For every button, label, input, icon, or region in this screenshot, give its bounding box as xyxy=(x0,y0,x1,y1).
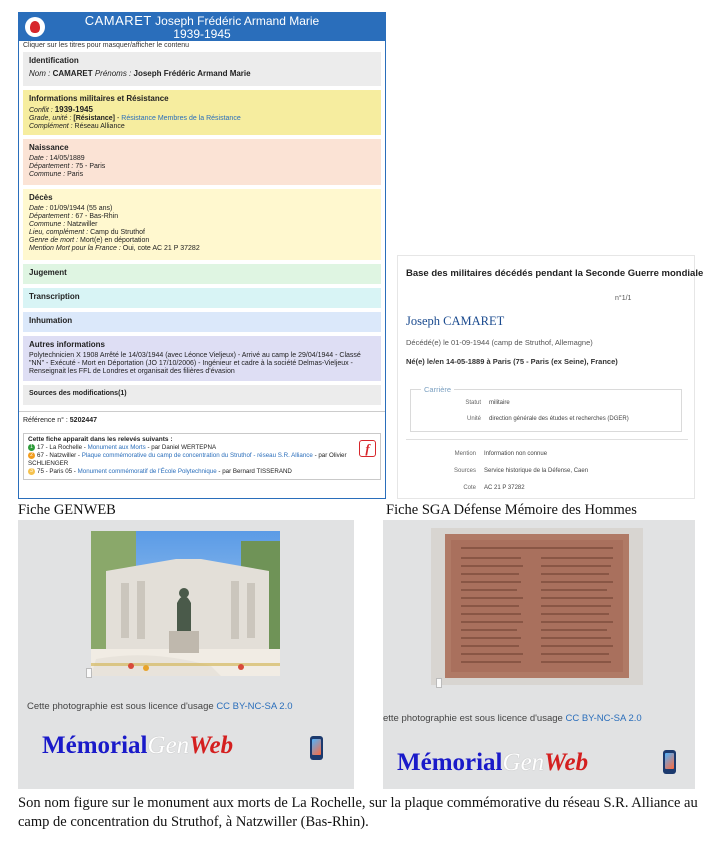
conflit-line: Conflit : 1939-1945 xyxy=(29,105,93,114)
genweb-logo-icon xyxy=(25,17,45,37)
memorialgenweb-logo[interactable]: MémorialGenWeb xyxy=(42,732,234,759)
deces-genre: Genre de mort : Mort(e) en déportation xyxy=(29,237,150,244)
genweb-title-years: 1939-1945 xyxy=(173,27,231,41)
sga-naissance: Né(e) le/en 14-05-1889 à Paris (75 - Paris (ex Seine), France) xyxy=(406,357,618,366)
deces-dept: Département : 67 - Bas-Rhin xyxy=(29,213,119,220)
deces-commune: Commune : Natzwiller xyxy=(29,221,98,228)
section-jugement[interactable]: Jugement xyxy=(23,264,381,284)
identification-line: Nom : CAMARET Prénoms : Joseph Frédéric Armand Marie xyxy=(29,69,251,78)
section-deces xyxy=(23,189,381,260)
sga-carriere-label: Carrière xyxy=(421,385,454,394)
genweb-hint: Cliquer sur les titres pour masquer/afficher le contenu xyxy=(23,42,190,49)
deces-date: Date : 01/09/1944 (55 ans) xyxy=(29,205,113,212)
photo-card-monument xyxy=(18,520,354,789)
section-naissance-title[interactable]: Naissance xyxy=(29,143,69,152)
section-identification xyxy=(23,52,381,86)
naissance-date: Date : 14/05/1889 xyxy=(29,155,85,162)
phone-icon xyxy=(663,750,676,774)
section-deces-title[interactable]: Décès xyxy=(29,193,53,202)
memorialgenweb-logo[interactable]: MémorialGenWeb xyxy=(397,749,589,776)
sga-record-number: n°1/1 xyxy=(615,295,632,302)
licence-link[interactable]: CC BY-NC-SA 2.0 xyxy=(565,713,642,724)
deces-lieu: Lieu, complément : Camp du Struthof xyxy=(29,229,145,236)
section-naissance xyxy=(23,139,381,185)
sga-separator xyxy=(406,439,688,440)
photo-marker-icon xyxy=(436,678,442,688)
licence-line: ette photographie est sous licence d'usage CC BY-NC-SA 2.0 xyxy=(383,713,642,724)
sga-name: Joseph CAMARET xyxy=(406,314,505,328)
badge-icon: 3 xyxy=(28,468,35,475)
badge-icon: 2 xyxy=(28,452,35,459)
section-militaire xyxy=(23,90,381,135)
section-autres-informations xyxy=(23,336,381,381)
genweb-f-logo-icon[interactable]: f xyxy=(359,440,376,457)
sga-carriere-box: Carrière Statut militaire Unité direction générale des études et recherches (DGER) xyxy=(410,389,682,432)
licence-line: Cette photographie est sous licence d'usage CC BY-NC-SA 2.0 xyxy=(27,701,293,712)
releve-item: 3 75 - Paris 05 - Monument commémoratif de l'École Polytechnique - par Bernard TISSERAND xyxy=(28,468,376,476)
caption-sga: Fiche SGA Défense Mémoire des Hommes xyxy=(386,502,637,518)
section-transcription[interactable]: Transcription xyxy=(23,288,381,308)
reference-line: Référence n° : 5202447 xyxy=(19,411,385,429)
section-autres-title[interactable]: Autres informations xyxy=(29,340,106,349)
naissance-dept: Département : 75 - Paris xyxy=(29,163,106,170)
releve-link[interactable]: Plaque commémorative du camp de concentration du Struthof - réseau S.R. Alliance xyxy=(81,452,313,460)
grade-link[interactable]: Résistance Membres de la Résistance xyxy=(121,115,241,122)
grade-line: Grade, unité : [Résistance] - Résistance Membres de la Résistance xyxy=(29,115,241,122)
sga-card: Base des militaires décédés pendant la Seconde Guerre mondiale n°1/1 Joseph CAMARET Décédé(e) le 01-09-1944 (camp de Struthof, Allemagne) Né(e) le/en 14-05-1889 à Paris (75 - Paris (ex Seine), France) Carrière Statut militaire Unité direction générale des études et recherches (DGER) Mention Information non connue Sources Service historique de la Défense, Caen Cote AC 21 P 37282 xyxy=(397,255,695,499)
genweb-card xyxy=(18,12,386,499)
releve-link[interactable]: Monument commémoratif de l'École Polytechnique xyxy=(77,468,217,476)
licence-link[interactable]: CC BY-NC-SA 2.0 xyxy=(216,701,293,712)
releve-item: 1 17 - La Rochelle - Monument aux Morts - par Daniel WERTEPNA xyxy=(28,444,376,452)
section-sources[interactable]: Sources des modifications(1) xyxy=(23,385,381,405)
monument-photo[interactable] xyxy=(91,531,280,676)
caption-genweb: Fiche GENWEB xyxy=(18,502,116,518)
sga-title: Base des militaires décédés pendant la Seconde Guerre mondiale xyxy=(406,268,704,279)
complement-line: Complément : Réseau Alliance xyxy=(29,123,125,130)
photo-card-plaque xyxy=(383,520,695,789)
photo-marker-icon xyxy=(86,668,92,678)
autres-text: Polytechnicien X 1908 Arrêté le 14/03/1944 (avec Léonce Vieljeux) - Arrivé au camp le 29/04/1944 - Classé "NN" - Exécuté - Mort en Déportation (JO 17/10/2006) - Ingénieur et cadre à la société Delmas-Vieljeux - Renseignait les FFL de Londres et organisait des filières d'évasion xyxy=(29,352,361,375)
genweb-header xyxy=(19,13,385,41)
deces-mention: Mention Mort pour la France : Oui, cote AC 21 P 37282 xyxy=(29,245,200,252)
footer-paragraph: Son nom figure sur le monument aux morts de La Rochelle, sur la plaque commémorative du réseau S.R. Alliance au camp de concentration du Struthof, à Natzwiller (Bas-Rhin). xyxy=(18,795,698,830)
naissance-commune: Commune : Paris xyxy=(29,171,84,178)
genweb-title: CAMARET Joseph Frédéric Armand Marie xyxy=(84,13,320,28)
phone-icon xyxy=(310,736,323,760)
releve-item: 2 67 - Natzwiller - Plaque commémorative du camp de concentration du Struthof - réseau S.R. Alliance - par Olivier SCHLIENGER xyxy=(28,452,347,468)
releve-link[interactable]: Monument aux Morts xyxy=(87,444,146,452)
sga-deces: Décédé(e) le 01-09-1944 (camp de Struthof, Allemagne) xyxy=(406,338,593,347)
section-identification-title[interactable]: Identification xyxy=(29,56,79,65)
releves-box: Cette fiche apparaît dans les relevés suivants : 1 17 - La Rochelle - Monument aux Morts - par Daniel WERTEPNA 2 67 - Natzwiller - Plaque commémorative du camp de concentration du Struthof - réseau S.R. Alliance - par Olivier SCHLIENGER 3 75 - Paris 05 - Monument commémoratif de l'École Polytechnique - par Bernard TISSERAND f xyxy=(23,433,381,480)
badge-icon: 1 xyxy=(28,444,35,451)
section-militaire-title[interactable]: Informations militaires et Résistance xyxy=(29,94,169,103)
plaque-photo[interactable] xyxy=(431,528,643,685)
section-inhumation[interactable]: Inhumation xyxy=(23,312,381,332)
